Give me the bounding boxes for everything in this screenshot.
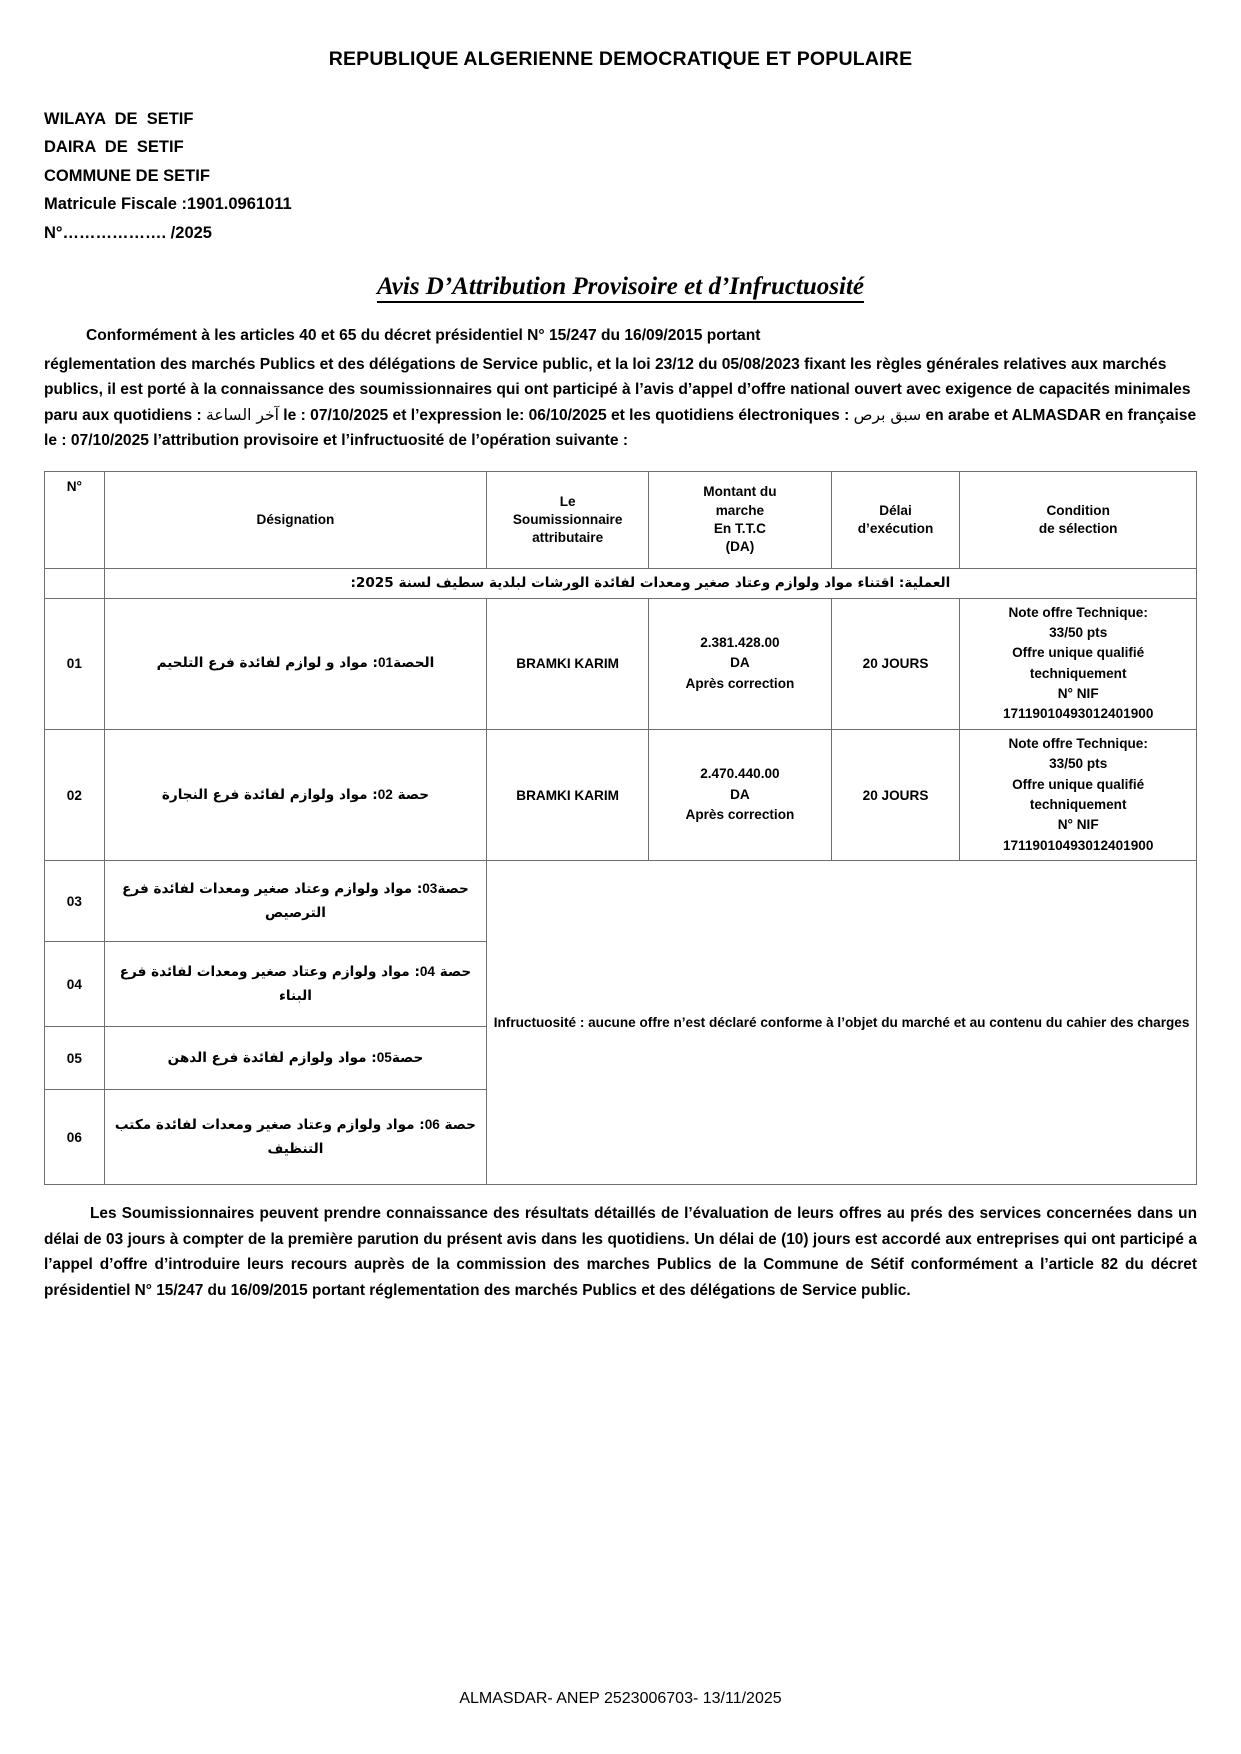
matricule-fiscale-line: Matricule Fiscale :1901.0961011 — [44, 195, 292, 214]
header-soumissionnaire-l3: attributaire — [532, 530, 604, 546]
row-condition-l4: techniquement — [1029, 665, 1127, 681]
closing-text: Les Soumissionnaires peuvent prendre connaissance des résultats détaillés de l’évaluation de leurs offres au prés des services concernées dans un délai de 03 jours à compter de la première parution du présent avis dans les quotidiens. Un délai de (10) jours est accordé aux entreprises qui ont participé a l’appel d’offre d’introduire leurs recours auprès de la commission des marches Publics de la Commune de Sétif conformément a l’article 82 du décret présidentiel N° 15/247 du 16/09/2015 portant réglementation des marchés Publics et des délégations de Service public. — [44, 1205, 1197, 1299]
row-number: 01 — [45, 598, 105, 729]
row-condition-l3: Offre unique qualifié — [1012, 645, 1145, 661]
table-row — [45, 861, 1197, 942]
row-designation-rest: : مواد ولوازم لفائدة فرع النجارة — [161, 786, 378, 803]
row-condition-nif: 17119010493012401900 — [1002, 706, 1154, 722]
row-montant-amount: 2.381.428.00 — [700, 635, 780, 651]
intro-part-3: en arabe et ALMASDAR en française le : 07/10/2025 l’attribution provisoire et l’infructuosité de l’opération suivante : — [44, 406, 1197, 449]
row-condition-l1: Note offre Technique: — [1008, 735, 1148, 751]
header-condition — [960, 472, 1197, 569]
footer-reference: ALMASDAR- ANEP 2523006703- 13/11/2025 — [459, 1690, 782, 1707]
header-soumissionnaire — [487, 472, 649, 569]
table-header-row — [45, 472, 1197, 569]
header-montant-l1: Montant du — [703, 484, 777, 500]
row-montant — [649, 729, 832, 860]
operation-title-empty-cell — [45, 569, 105, 598]
row-condition-nif: 17119010493012401900 — [1002, 837, 1154, 853]
row-designation-label: الحصة — [393, 655, 435, 672]
reference-number-line: N°………………. /2025 — [44, 223, 212, 242]
avis-heading — [44, 273, 1197, 301]
row-number: 04 — [45, 942, 105, 1027]
row-condition-l2: 33/50 pts — [1049, 756, 1108, 772]
row-delai: 20 JOURS — [831, 598, 960, 729]
intro-part-1: réglementation des marchés Publics et des délégations de Service public, et la loi 23/12 du 05/08/2023 fixant les règles générales relatives aux marchés publics, il est porté à la connaissance des soumissionnaires qui ont participé à l’avis d’appel d’offre national ouvert avec exigence de capacités minimales paru aux quotidiens : — [44, 356, 1191, 424]
row-condition — [960, 598, 1197, 729]
closing-paragraph — [44, 1201, 1197, 1303]
wilaya-line: WILAYA DE SETIF — [44, 110, 194, 128]
row-condition-l2: 33/50 pts — [1049, 624, 1108, 640]
row-designation — [104, 1027, 486, 1090]
row-montant-note: Après correction — [685, 807, 795, 823]
header-delai — [831, 472, 960, 569]
header-designation: Désignation — [104, 472, 486, 569]
table-row — [45, 729, 1197, 860]
row-designation — [104, 942, 486, 1027]
infructuosite-cell: Infructuosité : aucune offre n’est déclaré conforme à l’objet du marché et au contenu du cahier des charges — [487, 861, 1197, 1185]
operation-title-row — [45, 569, 1197, 598]
row-designation-lot: 01 — [377, 655, 394, 671]
row-designation-rest: : مواد ولوازم وعتاد صغير ومعدات لفائدة فرع البناء — [119, 963, 420, 1004]
row-designation-label: حصة — [391, 1049, 424, 1066]
row-designation — [104, 729, 486, 860]
row-condition-l5: N° NIF — [1057, 686, 1099, 702]
row-designation — [104, 598, 486, 729]
table-row — [45, 598, 1197, 729]
row-montant-note: Après correction — [685, 675, 795, 691]
row-condition-l4: techniquement — [1029, 797, 1127, 813]
row-condition-l5: N° NIF — [1057, 817, 1099, 833]
attribution-table — [44, 471, 1197, 1185]
intro-arabic-newspaper-2: سبق برص — [853, 405, 922, 424]
header-n: N° — [45, 472, 105, 569]
row-designation — [104, 861, 486, 942]
row-soumissionnaire: BRAMKI KARIM — [487, 729, 649, 860]
row-montant-currency: DA — [730, 786, 750, 802]
commune-line: COMMUNE DE SETIF — [44, 166, 210, 185]
intro-arabic-newspaper-1: آخر الساعة — [206, 405, 279, 424]
row-condition-l1: Note offre Technique: — [1008, 604, 1148, 620]
row-designation-label: حصة — [444, 1116, 476, 1133]
row-number: 02 — [45, 729, 105, 860]
daira-line: DAIRA DE SETIF — [44, 138, 184, 157]
header-soumissionnaire-l1: Le — [559, 493, 576, 509]
row-number: 06 — [45, 1090, 105, 1185]
row-designation-rest: : مواد ولوازم لفائدة فرع الدهن — [167, 1049, 377, 1066]
intro-body — [44, 352, 1197, 453]
row-designation-label: حصة — [397, 786, 430, 803]
row-designation-lot: 05 — [376, 1049, 392, 1065]
header-delai-l1: Délai — [879, 502, 912, 518]
row-designation-lot: 04 — [419, 963, 435, 979]
row-number: 03 — [45, 861, 105, 942]
intro-part-2: le : 07/10/2025 et l’expression le: 06/10/2025 et les quotidiens électroniques : — [278, 406, 854, 424]
header-montant — [649, 472, 832, 569]
row-number: 05 — [45, 1027, 105, 1090]
row-designation-lot: 06 — [424, 1116, 440, 1132]
row-condition-l3: Offre unique qualifié — [1012, 776, 1145, 792]
row-montant-currency: DA — [730, 655, 750, 671]
row-designation-lot: 02 — [377, 786, 393, 802]
row-delai: 20 JOURS — [831, 729, 960, 860]
header-condition-l2: de sélection — [1038, 521, 1118, 537]
row-designation — [104, 1090, 486, 1185]
header-delai-l2: d’exécution — [857, 521, 934, 537]
intro-paragraph — [44, 323, 1197, 453]
intro-first-line: Conformément à les articles 40 et 65 du décret présidentiel N° 15/247 du 16/09/2015 portant — [86, 326, 761, 344]
row-montant — [649, 598, 832, 729]
header-condition-l1: Condition — [1046, 502, 1110, 518]
row-designation-rest: : مواد ولوازم وعتاد صغير ومعدات لفائدة مكتب التنظيف — [114, 1116, 425, 1157]
row-designation-label: حصة — [437, 880, 469, 897]
row-montant-amount: 2.470.440.00 — [700, 766, 780, 782]
republic-title: REPUBLIQUE ALGERIENNE DEMOCRATIQUE ET POPULAIRE — [328, 48, 913, 70]
row-condition — [960, 729, 1197, 860]
row-designation-label: حصة — [439, 963, 472, 980]
row-soumissionnaire: BRAMKI KARIM — [487, 598, 649, 729]
row-designation-lot: 03 — [422, 880, 438, 896]
row-designation-rest: : مواد و لوازم لفائدة فرع التلحيم — [156, 655, 378, 672]
row-designation-rest: : مواد ولوازم وعتاد صغير ومعدات لفائدة فرع الترصيص — [122, 880, 423, 921]
header-montant-l2: marche — [715, 502, 765, 518]
operation-title-ar: العملية: اقتناء مواد ولوازم وعتاد صغير ومعدات لفائدة الورشات لبلدية سطيف لسنة 2025: — [104, 569, 1196, 598]
header-montant-l3: En T.T.C — [713, 521, 766, 537]
header-soumissionnaire-l2: Soumissionnaire — [512, 511, 623, 527]
avis-heading-text: Avis D’Attribution Provisoire et d’Infructuosité — [377, 273, 864, 303]
organisation-block — [44, 105, 1197, 247]
header-montant-l4: (DA) — [725, 539, 755, 555]
